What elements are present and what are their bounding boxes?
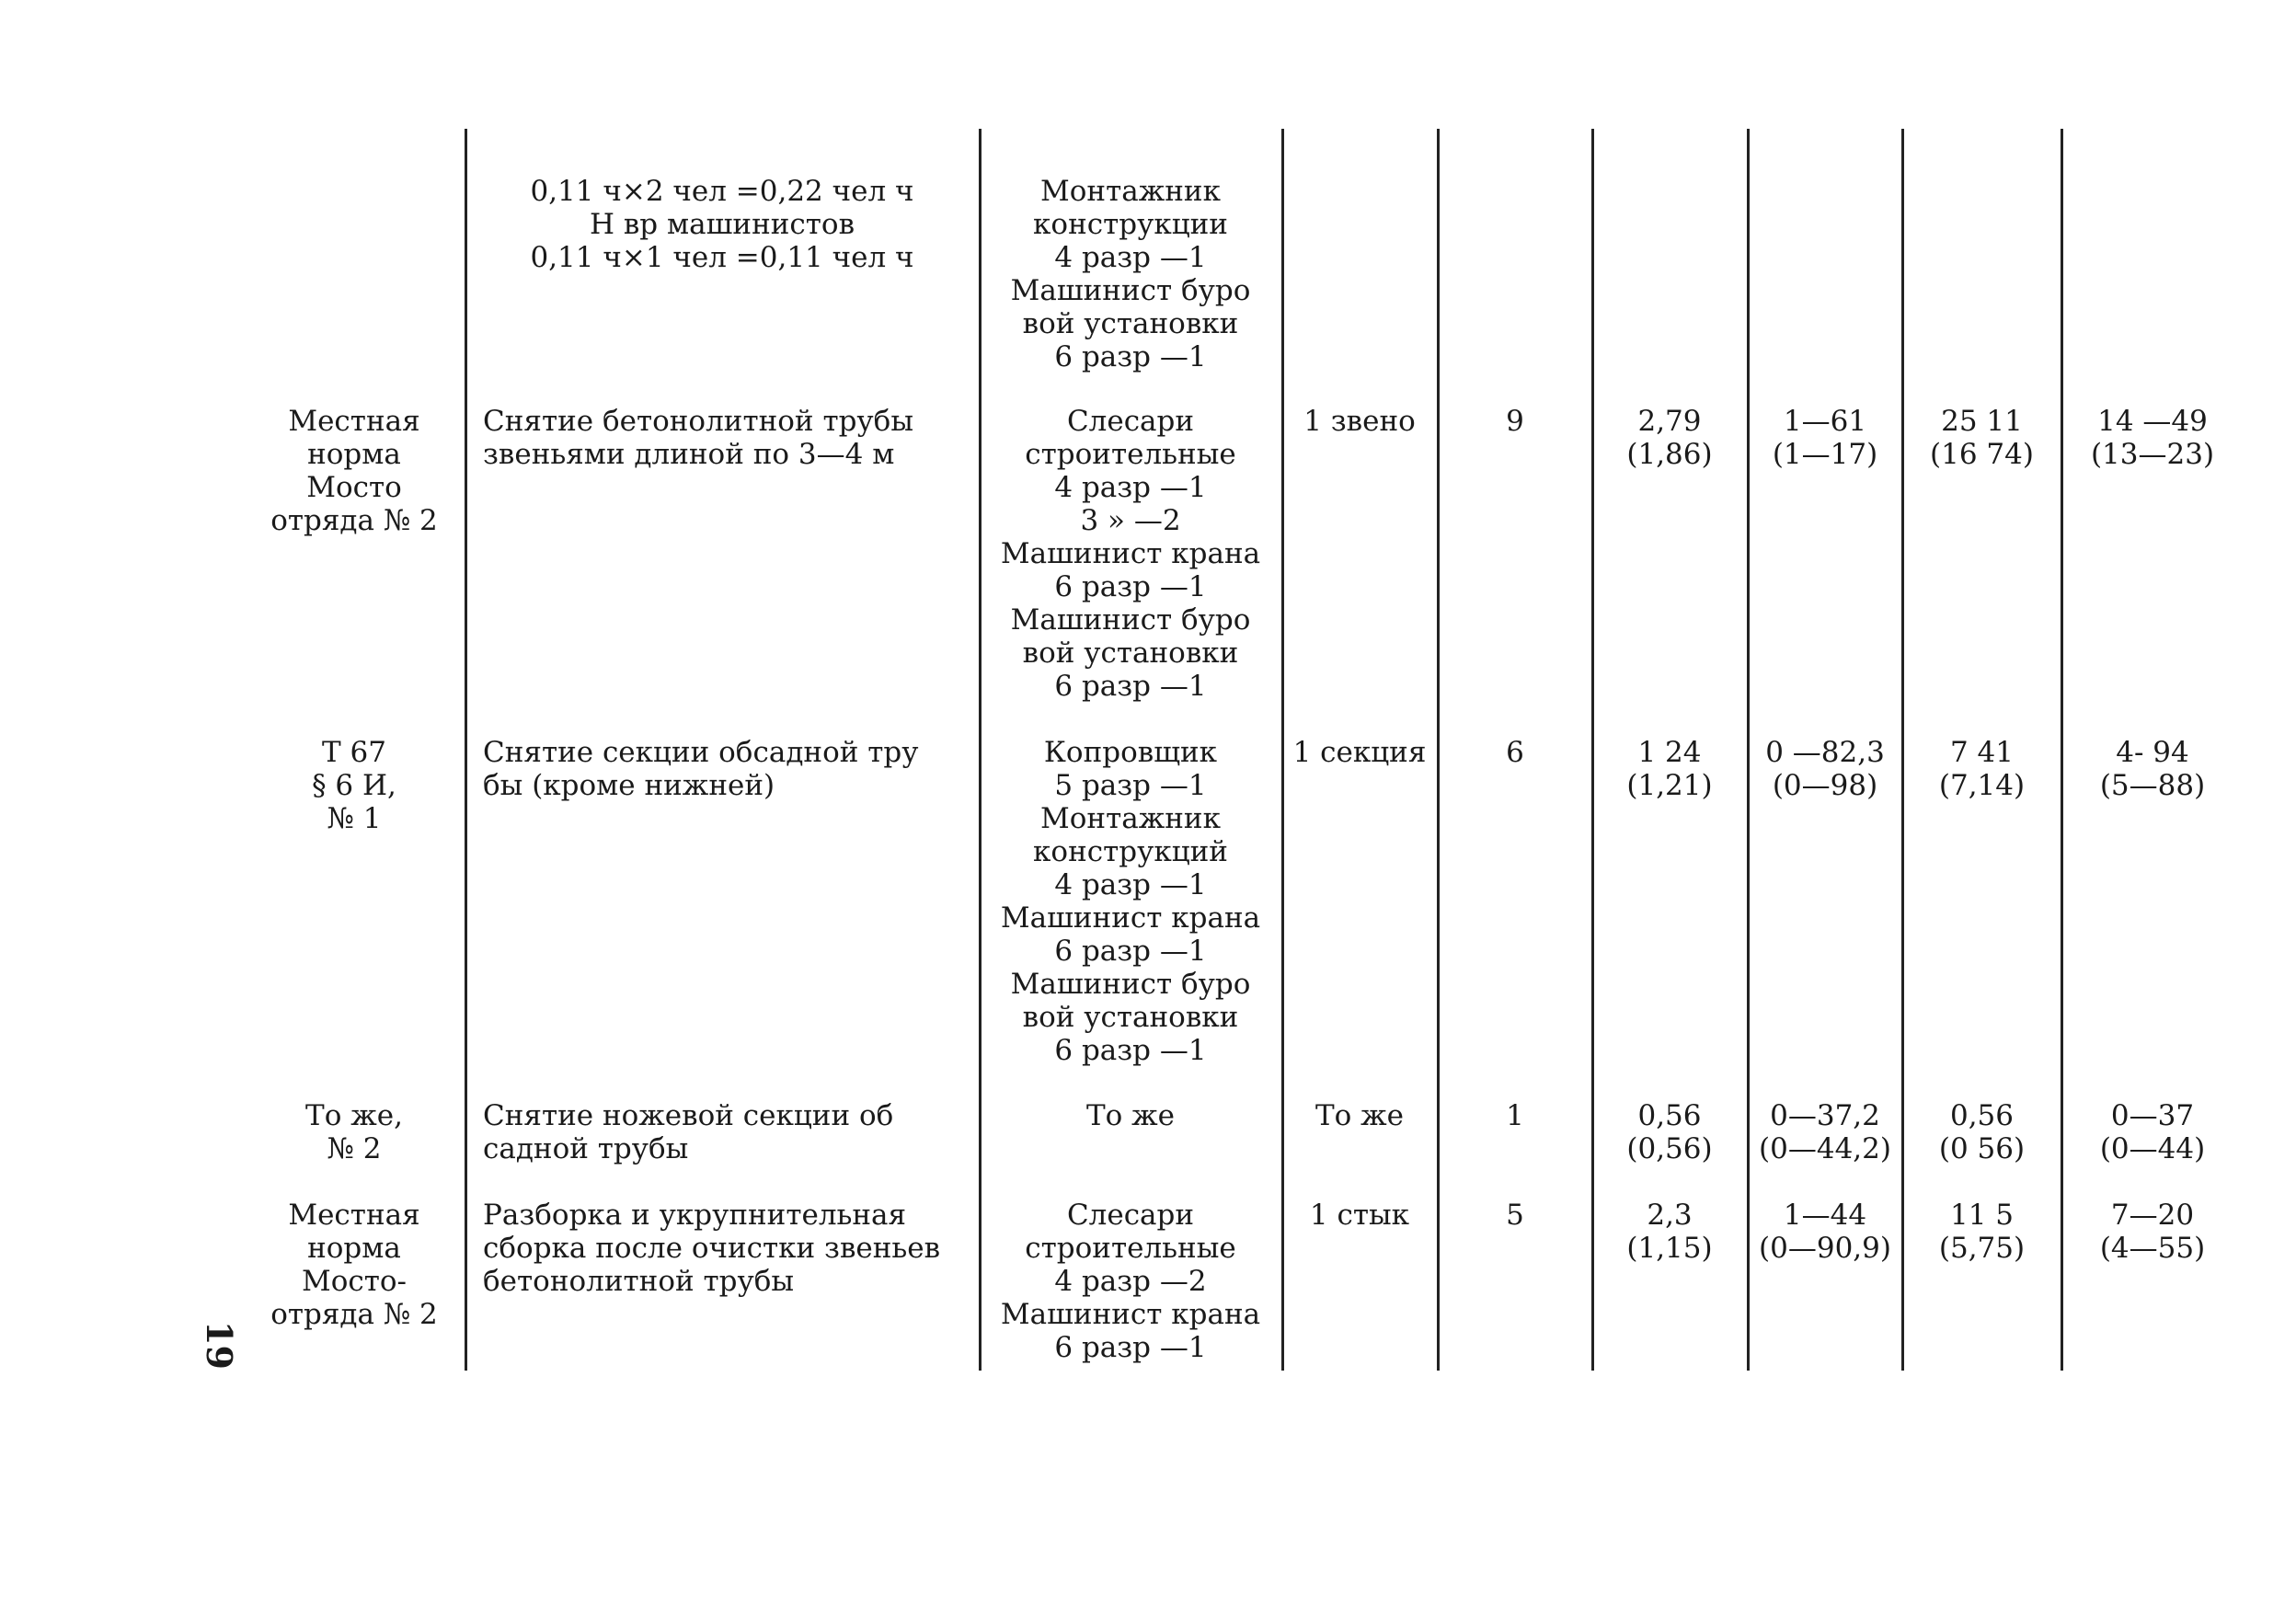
row-unit: 1 стык <box>1309 1199 1410 1232</box>
row-hours: 0,56 (0,56) <box>1626 1099 1713 1165</box>
row-reference: То же, № 2 <box>305 1099 403 1165</box>
row-rate: 1—61 (1—17) <box>1772 405 1878 471</box>
row-quantity: 1 <box>1506 1099 1524 1132</box>
row-crew: Копровщик 5 разр —1 Монтажник конструкций 4 разр —1 Машинист крана 6 разр —1 Машинист буро вой установки 6 разр —1 <box>1000 736 1261 1067</box>
page-number: 19 <box>198 1321 240 1370</box>
column-rule <box>1747 129 1750 1371</box>
column-rule <box>1591 129 1594 1371</box>
row-hours-total: 0,56 (0 56) <box>1938 1099 2026 1165</box>
row-work-description: Снятие секции обсадной тру бы (кроме нижней) <box>483 736 919 802</box>
row-rate-total: 4- 94 (5—88) <box>2099 736 2206 802</box>
row-quantity: 5 <box>1506 1199 1524 1232</box>
column-rule <box>465 129 467 1371</box>
row-rate: 0 —82,3 (0—98) <box>1765 736 1885 802</box>
row-reference: Т 67 § 6 И, № 1 <box>312 736 396 835</box>
row-unit: 1 звено <box>1303 405 1416 438</box>
row-quantity: 6 <box>1506 736 1524 769</box>
row-quantity: 9 <box>1506 405 1524 438</box>
row-rate: 1—44 (0—90,9) <box>1759 1199 1891 1265</box>
row-crew: Слесари строительные 4 разр —1 3 » —2 Машинист крана 6 разр —1 Машинист буро вой установки 6 разр —1 <box>1000 405 1261 703</box>
row-work-description: Снятие ножевой секции об садной трубы <box>483 1099 894 1165</box>
row-crew: Слесари строительные 4 разр —2 Машинист крана 6 разр —1 <box>1000 1199 1261 1364</box>
row-hours-total: 11 5 (5,75) <box>1938 1199 2026 1265</box>
row-hours: 1 24 (1,21) <box>1626 736 1713 802</box>
row-unit: 1 секция <box>1292 736 1427 769</box>
row-hours: 2,3 (1,15) <box>1626 1199 1713 1265</box>
row-rate-total: 14 —49 (13—23) <box>2090 405 2215 471</box>
row-hours-total: 25 11 (16 74) <box>1930 405 2034 471</box>
row-hours: 2,79 (1,86) <box>1626 405 1713 471</box>
row-rate-total: 7—20 (4—55) <box>2099 1199 2206 1265</box>
column-rule <box>1437 129 1440 1371</box>
row-work-description: Снятие бетонолитной трубы звеньями длиной по 3—4 м <box>483 405 914 471</box>
row-unit: То же <box>1314 1099 1405 1132</box>
top-work-description: 0,11 ч×2 чел =0,22 чел ч Н вр машинистов 0,11 ч×1 чел =0,11 чел ч <box>530 175 914 274</box>
row-rate: 0—37,2 (0—44,2) <box>1759 1099 1891 1165</box>
top-crew: Монтажник конструкции 4 разр —1 Машинист буро вой установки 6 разр —1 <box>1010 175 1251 373</box>
row-reference: Местная норма Мосто- отряда № 2 <box>270 1199 438 1331</box>
row-hours-total: 7 41 (7,14) <box>1938 736 2026 802</box>
column-rule <box>1901 129 1904 1371</box>
column-rule <box>2061 129 2063 1371</box>
column-rule <box>979 129 982 1371</box>
column-rule <box>1281 129 1284 1371</box>
row-work-description: Разборка и укрупнительная сборка после очистки звеньев бетонолитной трубы <box>483 1199 941 1298</box>
row-reference: Местная норма Мосто отряда № 2 <box>270 405 438 537</box>
row-rate-total: 0—37 (0—44) <box>2099 1099 2206 1165</box>
row-crew: То же <box>1085 1099 1176 1132</box>
